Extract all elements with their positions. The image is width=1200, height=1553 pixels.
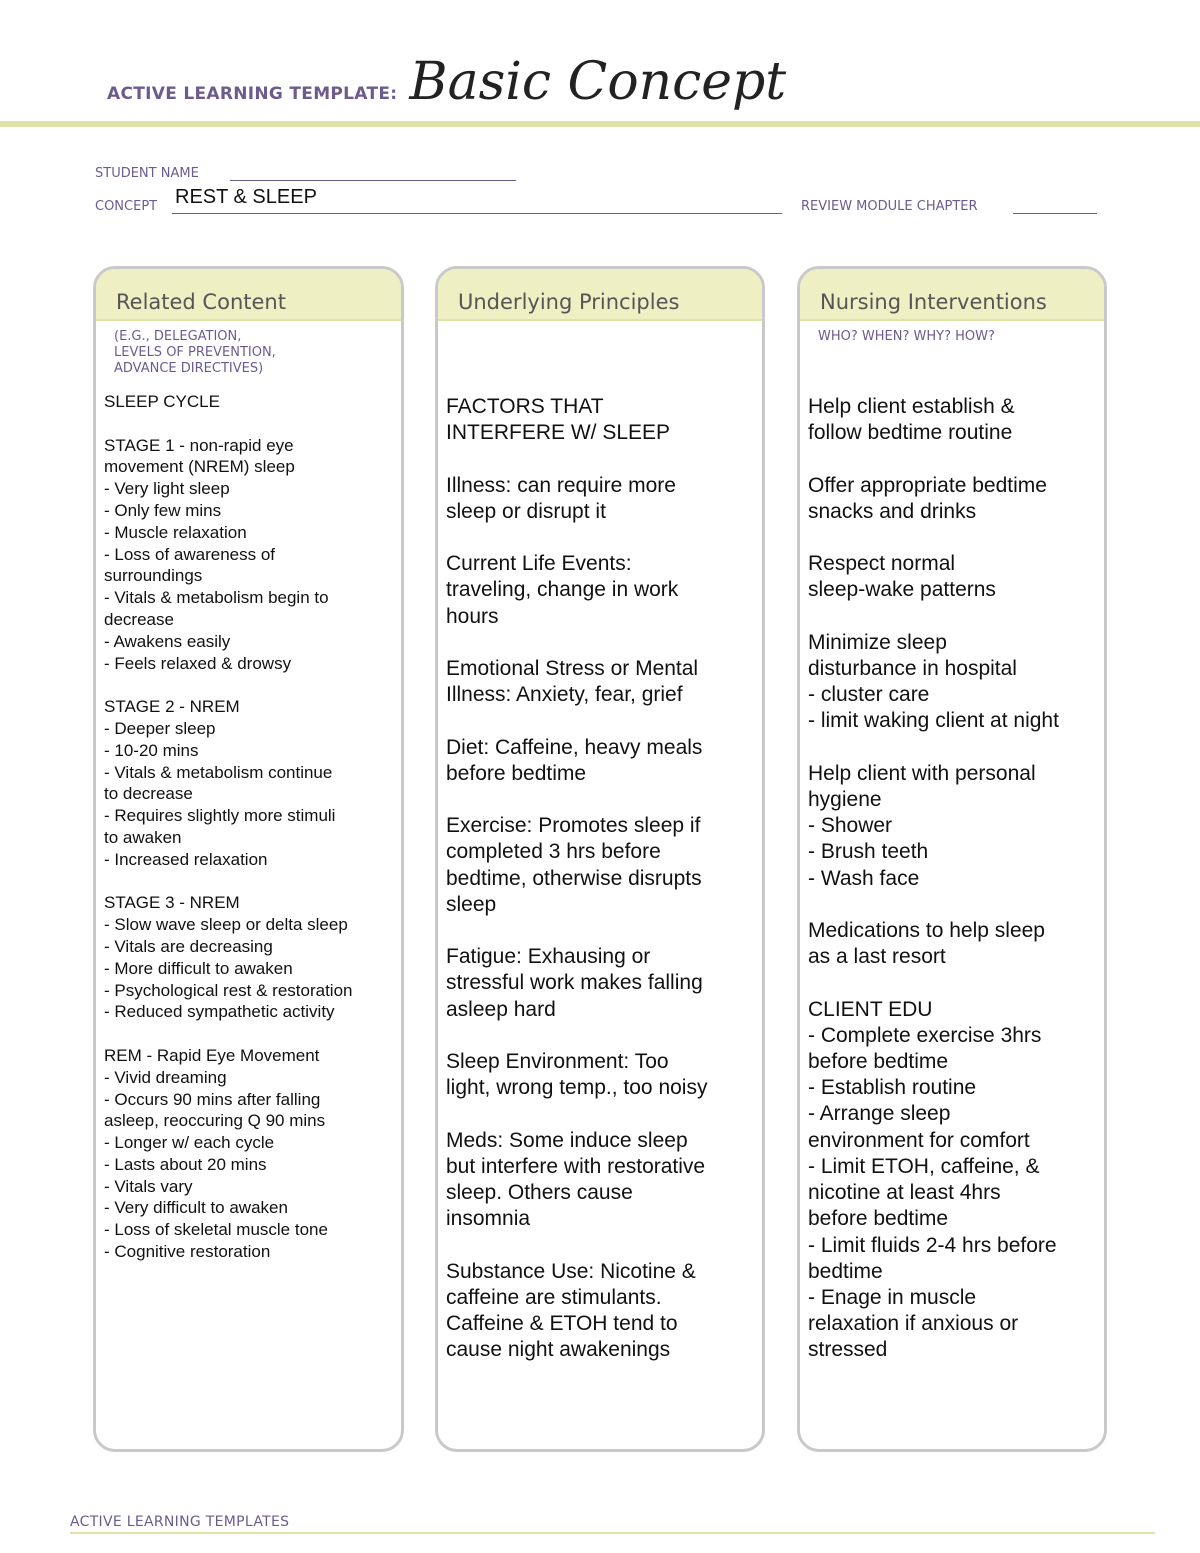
- student-name-field[interactable]: [230, 180, 516, 181]
- nursing-interventions-body[interactable]: Help client establish & follow bedtime routine Offer appropriate bedtime snacks and drinks Respect normal sleep-wake patterns Minimize sleep disturbance in hospital - cluster care - limit waking client at night Help client with personal hygiene - Shower - Brush teeth - Wash face Medications to help sleep as a last resort CLIENT EDU - Complete exercise 3hrs before bedtime - Establish routine - Arrange sleep environment for comfort - Limit ETOH, caffeine, & nicotine at least 4hrs before bedtime - Limit fluids 2-4 hrs before bedtime - Enage in muscle relaxation if anxious or stressed: [808, 395, 1059, 1362]
- footer-label: ACTIVE LEARNING TEMPLATES: [70, 1514, 290, 1530]
- review-module-field[interactable]: [1013, 213, 1097, 214]
- related-content-box: [93, 266, 404, 1452]
- underlying-principles-header: [438, 269, 762, 321]
- template-title: Basic Concept: [409, 52, 787, 112]
- template-header: [107, 52, 786, 122]
- underlying-principles-box: [435, 266, 765, 1452]
- concept-field[interactable]: [172, 213, 782, 214]
- concept-label: CONCEPT: [95, 199, 158, 214]
- nursing-interventions-header: [800, 269, 1104, 321]
- concept-value: REST & SLEEP: [175, 186, 317, 208]
- student-name-label: STUDENT NAME: [95, 166, 199, 181]
- related-content-title: Related Content: [116, 290, 286, 314]
- template-label: ACTIVE LEARNING TEMPLATE:: [107, 84, 398, 104]
- related-content-header: [96, 269, 401, 321]
- header-divider: [0, 121, 1200, 127]
- footer-divider: [70, 1532, 1155, 1534]
- nursing-interventions-box: [797, 266, 1107, 1452]
- nursing-interventions-subtitle: WHO? WHEN? WHY? HOW?: [818, 329, 995, 344]
- underlying-principles-body[interactable]: FACTORS THAT INTERFERE W/ SLEEP Illness: can require more sleep or disrupt it Current Life Events: traveling, change in work hours Emotional Stress or Mental Illness: Anxiety, fear, grief Diet: Caffeine, heavy meals before bedtime Exercise: Promotes sleep if completed 3 hrs before bedtime, otherwise disrupts sleep Fatigue: Exhausing or stressful work makes falling asleep hard Sleep Environment: Too light, wrong temp., too noisy Meds: Some induce sleep but interfere with restorative sleep. Others cause insomnia Substance Use: Nicotine & caffeine are stimulants. Caffeine & ETOH tend to cause night awakenings: [446, 395, 708, 1362]
- related-content-body[interactable]: SLEEP CYCLE STAGE 1 - non-rapid eye movement (NREM) sleep - Very light sleep - Only few mins - Muscle relaxation - Loss of awareness of surroundings - Vitals & metabolism begin to decrease - Awakens easily - Feels relaxed & drowsy STAGE 2 - NREM - Deeper sleep - 10-20 mins - Vitals & metabolism continue to decrease - Requires slightly more stimuli to awaken - Increased relaxation STAGE 3 - NREM - Slow wave sleep or delta sleep - Vitals are decreasing - More difficult to awaken - Psychological rest & restoration - Reduced sympathetic activity REM - Rapid Eye Movement - Vivid dreaming - Occurs 90 mins after falling asleep, reoccuring Q 90 mins - Longer w/ each cycle - Lasts about 20 mins - Vitals vary - Very difficult to awaken - Loss of skeletal muscle tone - Cognitive restoration: [104, 392, 353, 1262]
- underlying-principles-title: Underlying Principles: [458, 290, 680, 314]
- review-module-label: REVIEW MODULE CHAPTER: [801, 199, 978, 214]
- nursing-interventions-title: Nursing Interventions: [820, 290, 1047, 314]
- related-content-subtitle: (E.G., DELEGATION, LEVELS OF PREVENTION, ADVANCE DIRECTIVES): [114, 329, 276, 376]
